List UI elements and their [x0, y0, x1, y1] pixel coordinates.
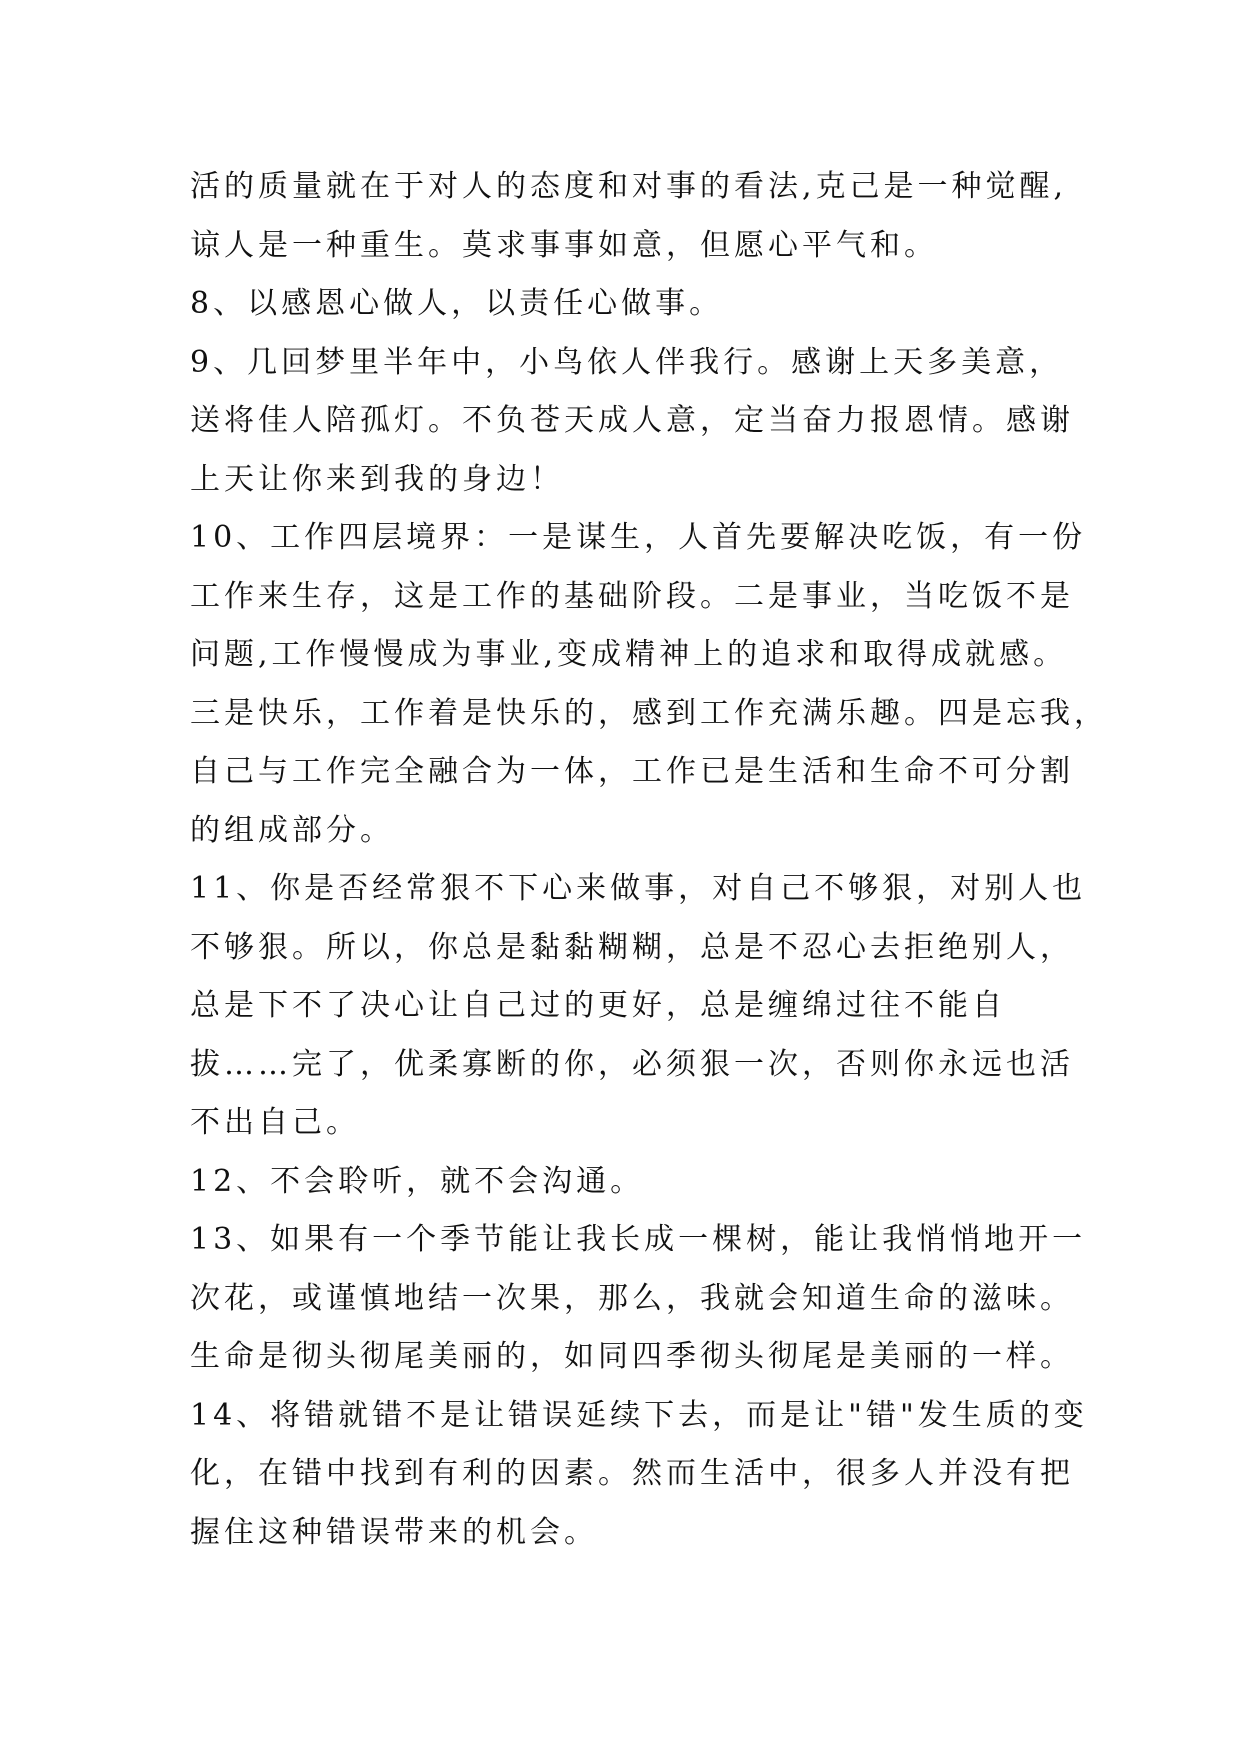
text-line: 生命是彻头彻尾美丽的，如同四季彻头彻尾是美丽的一样。 [190, 1339, 1074, 1374]
text-line: 送将佳人陪孤灯。不负苍天成人意，定当奋力报恩情。感谢 [190, 403, 1074, 438]
text-line: 自己与工作完全融合为一体，工作已是生活和生命不可分割 [190, 754, 1074, 789]
text-line: 10、工作四层境界：一是谋生，人首先要解决吃饭，有一份 [190, 520, 1087, 555]
text-line: 13、如果有一个季节能让我长成一棵树，能让我悄悄地开一 [190, 1222, 1087, 1257]
text-line: 化，在错中找到有利的因素。然而生活中，很多人并没有把 [190, 1456, 1074, 1491]
text-line: 8、以感恩心做人，以责任心做事。 [190, 286, 724, 321]
text-line: 问题,工作慢慢成为事业,变成精神上的追求和取得成就感。 [190, 637, 1068, 672]
text-line: 12、不会聆听，就不会沟通。 [190, 1163, 645, 1199]
text-line: 上天让你来到我的身边！ [190, 461, 564, 497]
text-line: 次花，或谨慎地结一次果，那么，我就会知道生命的滋味。 [190, 1280, 1074, 1316]
text-line: 的组成部分。 [190, 812, 394, 848]
text-line: 握住这种错误带来的机会。 [190, 1514, 598, 1550]
text-line: 活的质量就在于对人的态度和对事的看法,克己是一种觉醒, [190, 169, 1068, 204]
text-line: 总是下不了决心让自己过的更好，总是缠绵过往不能自 [190, 988, 1006, 1023]
text-line: 9、几回梦里半年中，小鸟依人伴我行。感谢上天多美意， [190, 344, 1064, 380]
text-line: 14、将错就错不是让错误延续下去，而是让"错"发生质的变 [190, 1397, 1088, 1433]
body-text [190, 158, 1108, 1562]
text-line: 不够狠。所以，你总是黏黏糊糊，总是不忍心去拒绝别人， [190, 929, 1074, 965]
text-line: 11、你是否经常狠不下心来做事，对自己不够狠，对别人也 [190, 871, 1087, 906]
text-line: 拔……完了，优柔寡断的你，必须狠一次，否则你永远也活 [190, 1046, 1074, 1082]
text-line: 谅人是一种重生。莫求事事如意，但愿心平气和。 [190, 227, 938, 263]
text-line: 不出自己。 [190, 1105, 360, 1140]
text-line: 三是快乐，工作着是快乐的，感到工作充满乐趣。四是忘我， [190, 695, 1108, 731]
text-line: 工作来生存，这是工作的基础阶段。二是事业，当吃饭不是 [190, 578, 1074, 614]
